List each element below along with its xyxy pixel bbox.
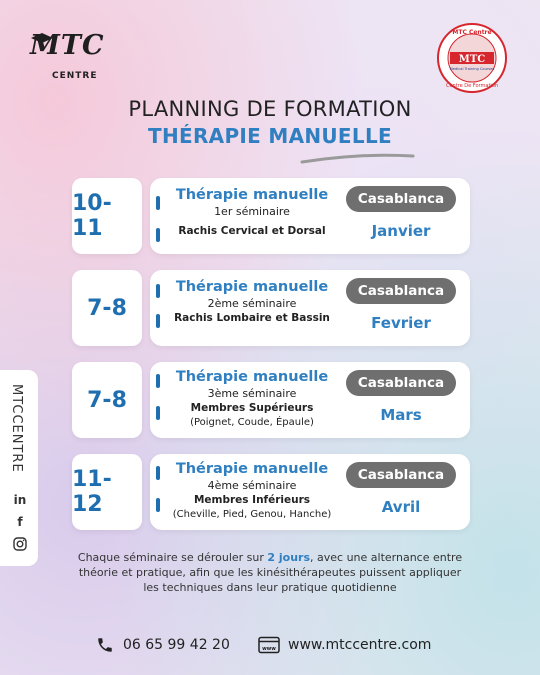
session-card [150, 454, 470, 530]
page-title: PLANNING DE FORMATION [128, 97, 412, 121]
website-url: www.mtccentre.com [288, 637, 432, 653]
accent-bar [156, 314, 160, 328]
logo-text: MTC [30, 30, 105, 61]
note-highlight: 2 jours [267, 551, 311, 564]
session-dates: 7-8 [72, 270, 142, 346]
session-dates: 11-12 [72, 454, 142, 530]
seal-center-text: MTC [458, 54, 486, 65]
phone-number: 06 65 99 42 20 [123, 637, 230, 653]
city-badge: Casablanca [346, 278, 456, 304]
session-month: Avril [381, 498, 421, 516]
phone-icon [96, 636, 114, 654]
mtc-seal-logo [436, 22, 508, 94]
accent-bar [156, 228, 160, 242]
session-dates: 7-8 [72, 362, 142, 438]
city-badge: Casablanca [346, 370, 456, 396]
session-row [72, 270, 470, 346]
note-text-start: Chaque séminaire se dérouler sur [77, 551, 268, 564]
page-subtitle: THÉRAPIE MANUELLE [148, 124, 392, 148]
session-card [150, 362, 470, 438]
web-browser-icon [258, 636, 280, 654]
logo-subtext: CENTRE [52, 71, 98, 81]
footer-website[interactable] [258, 636, 458, 656]
accent-bar [156, 498, 160, 512]
session-seminar: 4ème séminaire [207, 479, 297, 492]
session-seminar: 2ème séminaire [207, 297, 297, 310]
session-card [150, 178, 470, 254]
session-topic: Rachis Cervical et Dorsal [178, 225, 326, 237]
session-topic: Membres Supérieurs [190, 402, 314, 414]
instagram-icon[interactable] [12, 536, 28, 552]
accent-bar [156, 374, 160, 388]
accent-bar [156, 466, 160, 480]
www-badge-text: www [262, 645, 276, 652]
accent-bar [156, 406, 160, 420]
session-row [72, 454, 470, 530]
title-underline-decoration [300, 151, 415, 165]
city-badge: Casablanca [346, 462, 456, 488]
seal-top-text: MTC Centre [452, 29, 492, 36]
facebook-icon[interactable]: f [17, 515, 23, 529]
linkedin-icon[interactable]: in [13, 493, 27, 507]
mtc-logo [30, 30, 120, 90]
session-topic: Rachis Lombaire et Bassin [174, 312, 330, 324]
session-card [150, 270, 470, 346]
city-badge: Casablanca [346, 186, 456, 212]
footer-phone[interactable] [96, 636, 246, 656]
session-title: Thérapie manuelle [175, 369, 329, 385]
session-month: Mars [380, 406, 422, 424]
session-detail: (Cheville, Pied, Genou, Hanche) [172, 509, 332, 520]
session-topic: Membres Inférieurs [193, 494, 311, 506]
seal-bottom-text: Centre De Formation [445, 83, 499, 89]
session-seminar: 1er séminaire [214, 205, 290, 218]
session-dates: 10-11 [72, 178, 142, 254]
session-detail: (Poignet, Coude, Épaule) [190, 417, 314, 428]
session-title: Thérapie manuelle [175, 187, 329, 203]
session-title: Thérapie manuelle [175, 279, 329, 295]
session-title: Thérapie manuelle [175, 461, 329, 477]
social-handle: MTCCENTRE [9, 384, 24, 473]
note-text-end: , avec une alternance entre théorie et pratique, afin que les kinésithérapeutes puissent appliquer les techniques dans leur pratique quotidienne [78, 551, 463, 594]
session-month: Fevrier [371, 314, 431, 332]
accent-bar [156, 284, 160, 298]
session-seminar: 3ème séminaire [207, 387, 297, 400]
session-row [72, 362, 470, 438]
seal-middle-text: Medical Training Courses [449, 67, 495, 71]
session-month: Janvier [371, 222, 431, 240]
session-row [72, 178, 470, 254]
info-note [70, 550, 470, 595]
accent-bar [156, 196, 160, 210]
